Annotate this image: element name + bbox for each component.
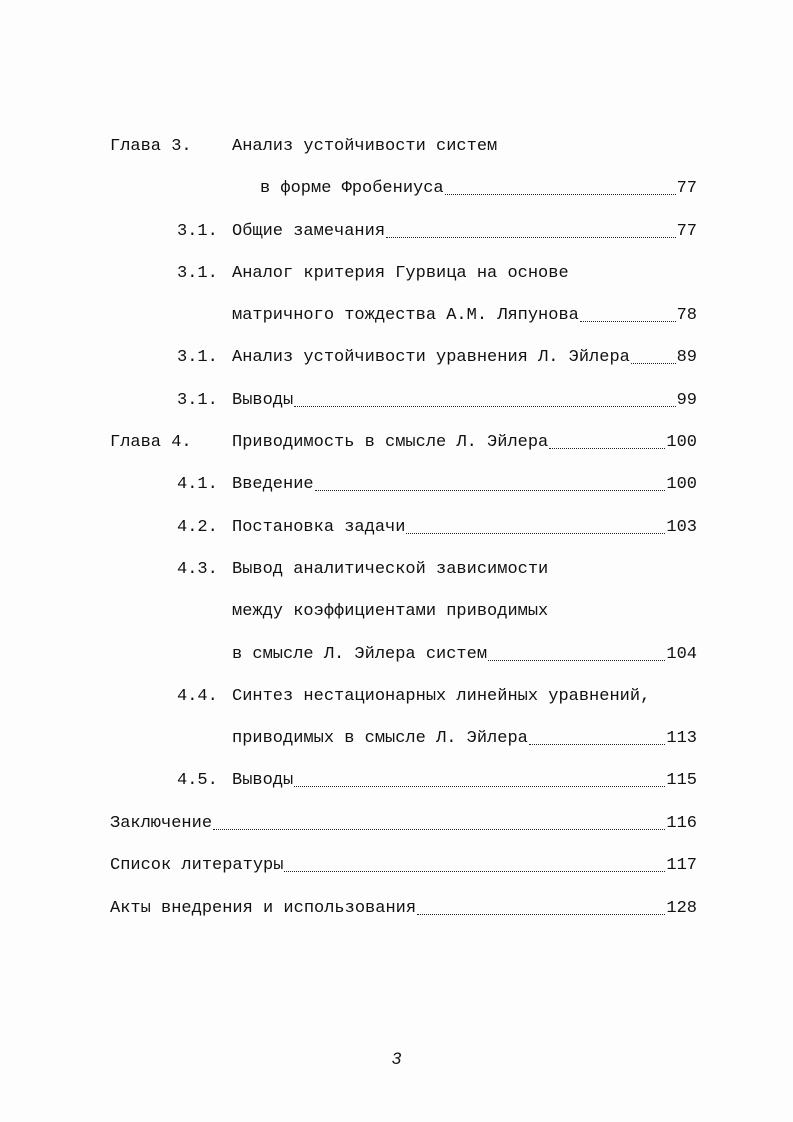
toc-entry-conclusion (110, 812, 697, 836)
section-4-1-page: 100 (666, 475, 697, 494)
toc-entry-section-4-2 (232, 516, 697, 540)
references-page: 117 (666, 856, 697, 875)
dot-leader (315, 490, 666, 491)
section-4-4-number: 4.4. (177, 687, 218, 706)
toc-entry-section-3-1-b (232, 304, 697, 328)
section-4-3-title-line-1: Вывод аналитической зависимости (232, 560, 549, 579)
section-4-1-number: 4.1. (177, 475, 218, 494)
acts-title: Акты внедрения и использования (110, 899, 417, 918)
section-4-5-number: 4.5. (177, 771, 218, 790)
toc-entry-chapter-3 (260, 177, 697, 201)
section-4-4-page: 113 (666, 729, 697, 748)
section-3-1-c-number: 3.1. (177, 348, 218, 367)
chapter-3-title-line-1: Анализ устойчивости систем (232, 137, 498, 156)
dot-leader (294, 406, 675, 407)
section-4-4-title-line-1: Синтез нестационарных линейных уравнений, (232, 687, 651, 706)
section-4-3-title-line-3: в смысле Л. Эйлера систем (232, 645, 488, 664)
section-3-1-c-page: 89 (676, 348, 697, 367)
section-4-3-page: 104 (666, 645, 697, 664)
dot-leader (488, 660, 665, 661)
toc-entry-acts (110, 897, 697, 921)
page-number: 3 (391, 1049, 402, 1068)
section-4-2-title: Постановка задачи (232, 518, 406, 537)
toc-entry-section-4-4 (232, 727, 697, 751)
conclusion-title: Заключение (110, 814, 213, 833)
chapter-4-label: Глава 4. (110, 433, 192, 452)
toc-entry-section-3-1-d (232, 389, 697, 413)
dot-leader (417, 914, 665, 915)
section-3-1-b-title-line-2: матричного тождества А.М. Ляпунова (232, 306, 579, 325)
acts-page: 128 (666, 899, 697, 918)
section-3-1-b-number: 3.1. (177, 264, 218, 283)
section-3-1-b-title-line-1: Аналог критерия Гурвица на основе (232, 264, 569, 283)
dot-leader (445, 194, 676, 195)
section-4-3-number: 4.3. (177, 560, 218, 579)
chapter-4-page: 100 (666, 433, 697, 452)
section-4-2-number: 4.2. (177, 518, 218, 537)
toc-entry-section-4-1 (232, 473, 697, 497)
dot-leader (580, 321, 676, 322)
section-4-2-page: 103 (666, 518, 697, 537)
section-3-1-b-page: 78 (676, 306, 697, 325)
toc-entry-section-4-3 (232, 643, 697, 667)
section-3-1-a-number: 3.1. (177, 222, 218, 241)
dot-leader (386, 237, 676, 238)
dot-leader (284, 871, 665, 872)
toc-entry-chapter-4 (232, 431, 697, 455)
section-3-1-a-page: 77 (676, 222, 697, 241)
section-4-1-title: Введение (232, 475, 314, 494)
toc-entry-section-3-1-a (232, 220, 697, 244)
dot-leader (213, 829, 665, 830)
section-3-1-d-page: 99 (676, 391, 697, 410)
chapter-3-title-line-2: в форме Фробениуса (260, 179, 444, 198)
toc-entry-section-4-5 (232, 769, 697, 793)
dot-leader (529, 744, 666, 745)
section-4-5-page: 115 (666, 771, 697, 790)
section-4-3-title-line-2: между коэффициентами приводимых (232, 602, 549, 621)
dot-leader (549, 448, 665, 449)
chapter-3-label: Глава 3. (110, 137, 192, 156)
toc-entry-references (110, 854, 697, 878)
section-4-4-title-line-2: приводимых в смысле Л. Эйлера (232, 729, 528, 748)
chapter-3-page: 77 (676, 179, 697, 198)
dot-leader (294, 786, 665, 787)
conclusion-page: 116 (666, 814, 697, 833)
section-3-1-a-title: Общие замечания (232, 222, 386, 241)
section-3-1-d-title: Выводы (232, 391, 294, 410)
dot-leader (631, 363, 676, 364)
toc-entry-section-3-1-c (232, 346, 697, 370)
dot-leader (406, 533, 665, 534)
chapter-4-title: Приводимость в смысле Л. Эйлера (232, 433, 549, 452)
section-4-5-title: Выводы (232, 771, 294, 790)
section-3-1-c-title: Анализ устойчивости уравнения Л. Эйлера (232, 348, 630, 367)
section-3-1-d-number: 3.1. (177, 391, 218, 410)
references-title: Список литературы (110, 856, 284, 875)
